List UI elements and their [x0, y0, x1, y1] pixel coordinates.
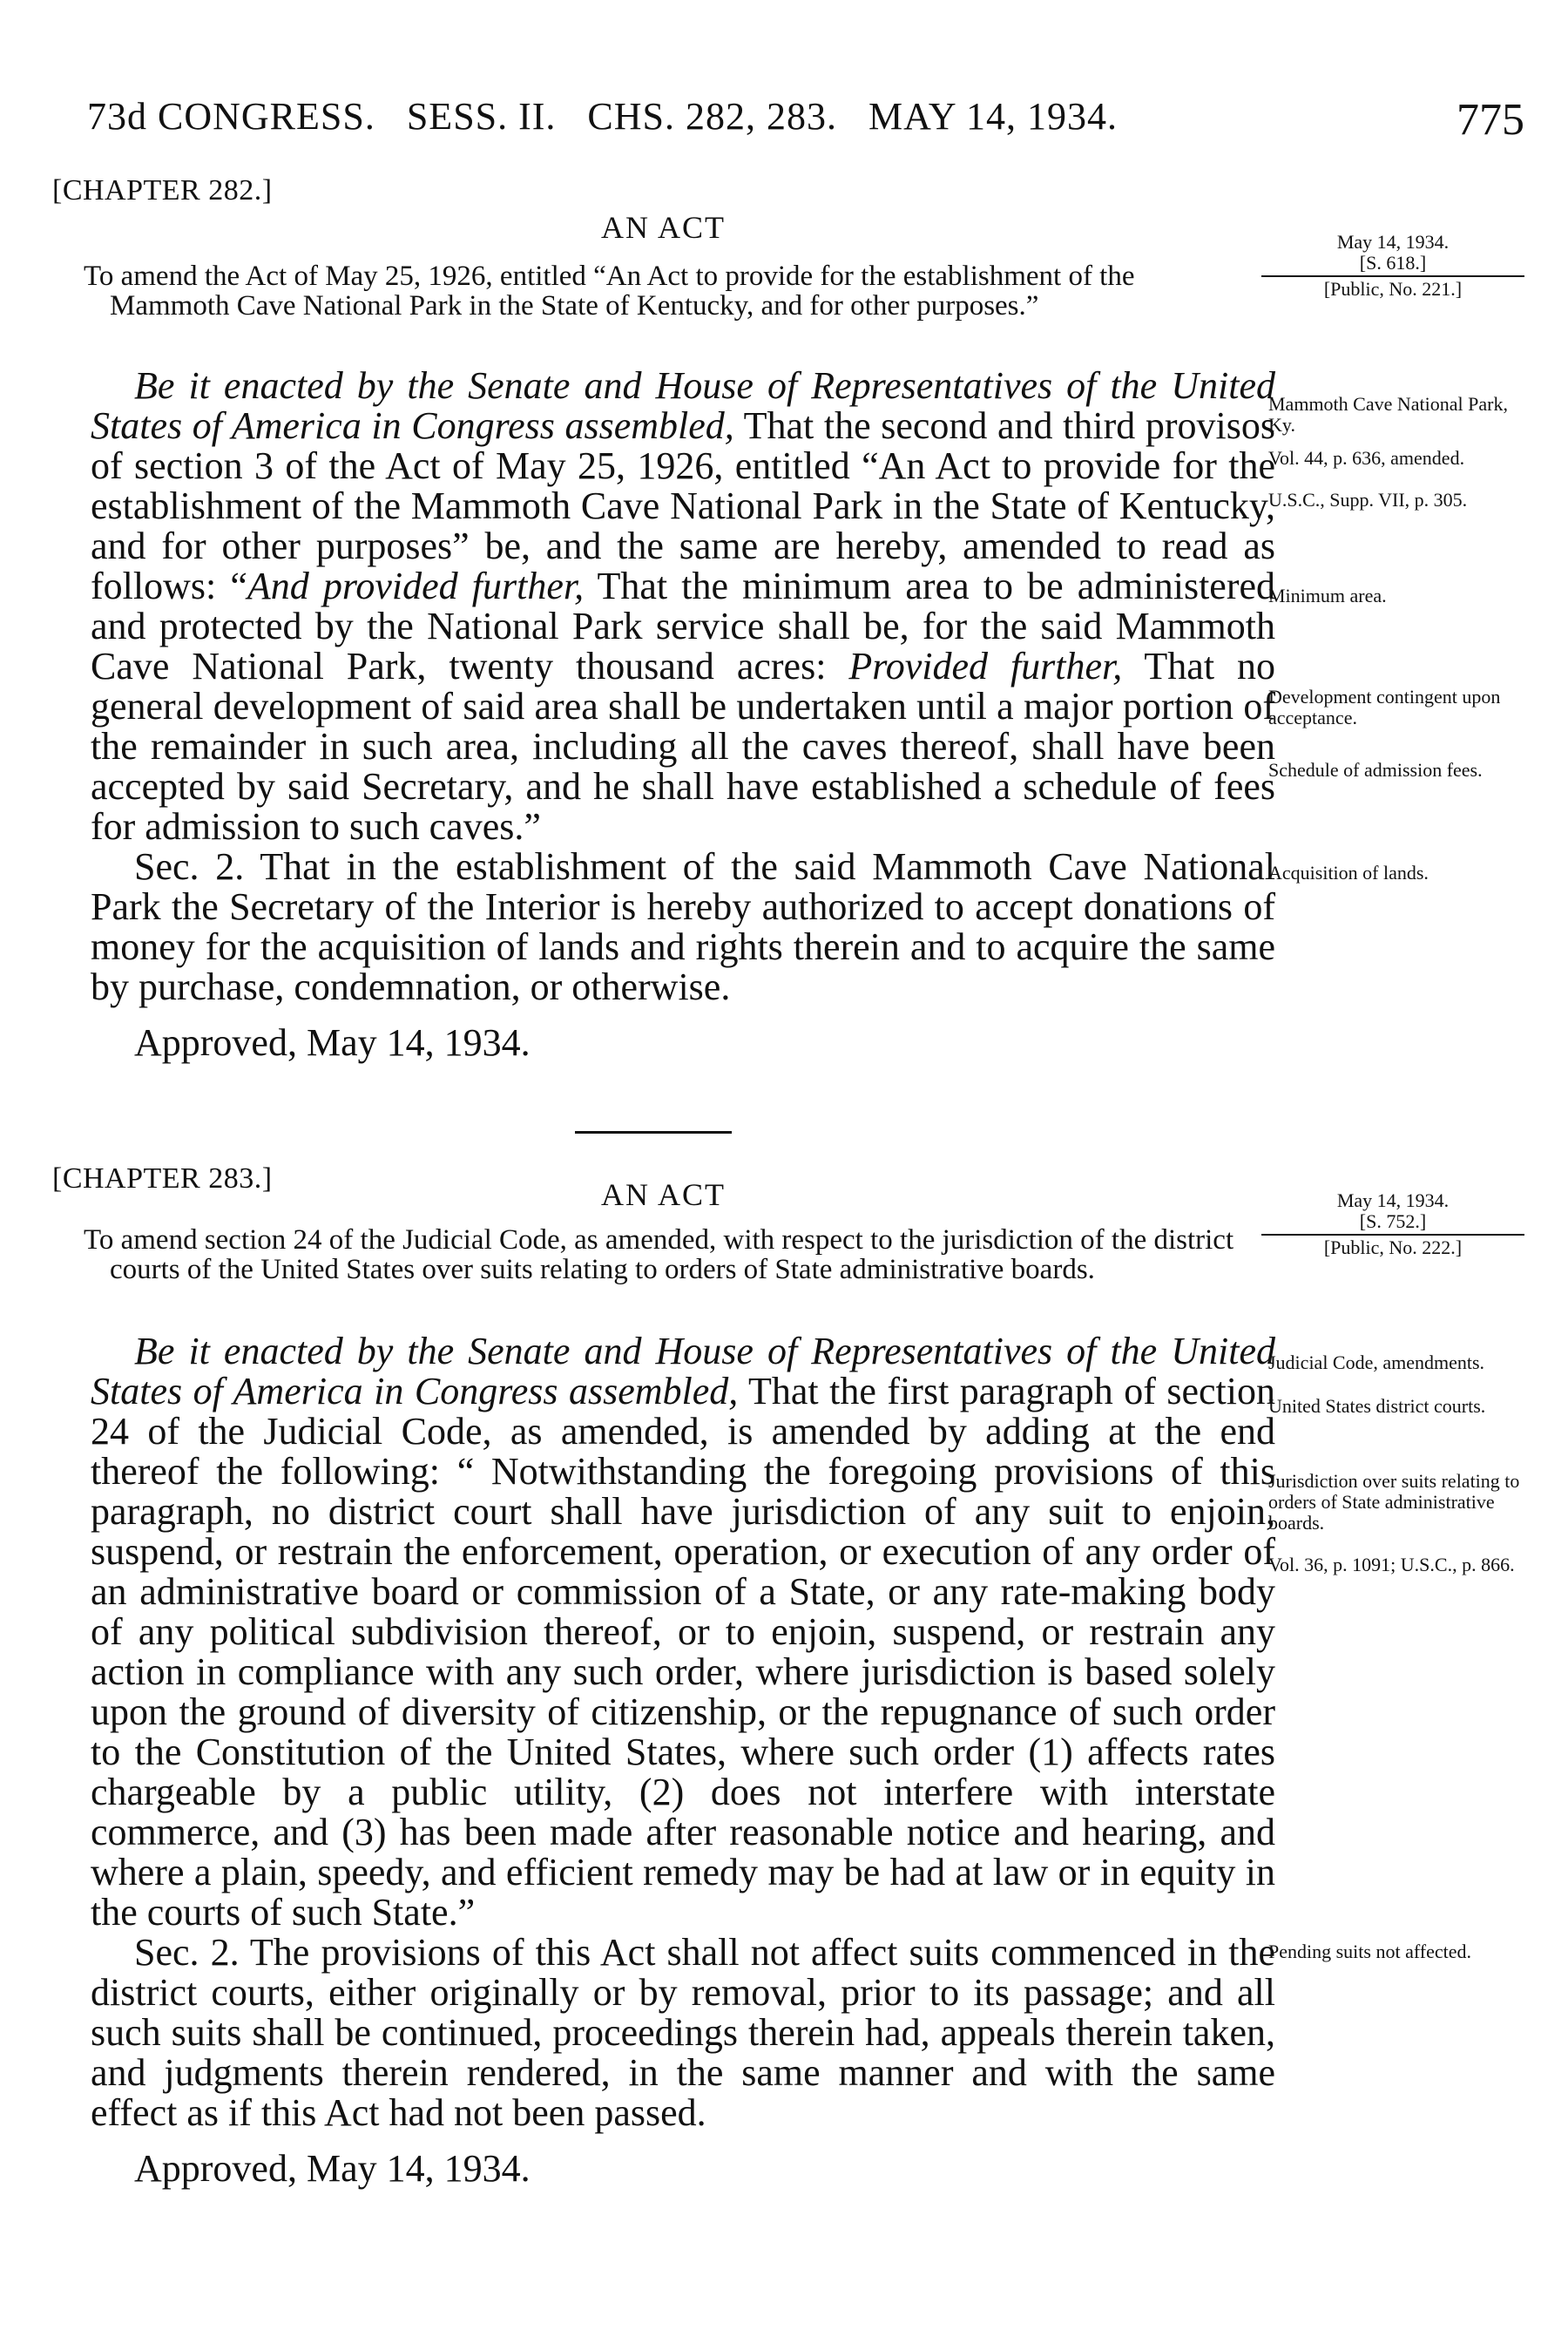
chapter-282-para-1: [91, 366, 1275, 847]
chapter-283-title-text: To amend section 24 of the Judicial Code, as amended, with respect to the jurisdiction of the district courts of the United States over suits relating to orders of State administrative boards.: [84, 1224, 1234, 1285]
chapter-282-side-box: [1261, 232, 1524, 300]
chapter-282-side-date: May 14, 1934.: [1336, 231, 1450, 253]
chapter-282-margin-note-2: Vol. 44, p. 636, amended.: [1268, 447, 1465, 469]
chapter-282-proviso-1: And provided further,: [247, 565, 585, 607]
chapter-282-body: [91, 366, 1275, 1063]
chapter-282-para-1-text-a: That the second and third provisos of section 3 of the Act of May 25, 1926, entitled “An Act to provide for the establishment of the Mammoth Cave National Park in the State of Kentucky, and for other purposes” be, and the same are hereby, amended to read as follows: “: [91, 404, 1275, 607]
chapter-282-proviso-2: Provided further,: [848, 645, 1123, 688]
running-header: [87, 94, 1524, 155]
chapter-282-margin-note-7: Acquisition of lands.: [1268, 862, 1429, 884]
chapter-282-margin-note-6: Schedule of admission fees.: [1268, 759, 1483, 781]
chapter-282-side-public: [Public, No. 221.]: [1323, 278, 1463, 300]
chapter-282-side-bill: [S. 618.]: [1359, 252, 1427, 274]
chapter-283-side-box: [1261, 1190, 1524, 1258]
chapter-283-margin-note-4: Vol. 36, p. 1091; U.S.C., p. 866.: [1268, 1554, 1515, 1575]
chapter-283-act-label: AN ACT: [601, 1177, 727, 1212]
chapter-283-margin-note-3: Jurisdiction over suits relating to orders of State administrative boards.: [1268, 1470, 1520, 1534]
chapter-283-margin-note-5: Pending suits not affected.: [1268, 1941, 1471, 1962]
chapter-282-margin-note-4: Minimum area.: [1268, 585, 1387, 606]
chapter-282-para-1-text-b: That the minimum area to be administered and protected by the National Park service shall be, for the said Mammoth Cave National Park, twenty thousand acres:: [91, 565, 1276, 688]
chapter-282-margin-note-1: Mammoth Cave National Park, Ky.: [1268, 393, 1508, 436]
chapter-282-title: [84, 261, 1251, 321]
chapter-282-margin-note-5: Development contingent upon acceptance.: [1268, 686, 1501, 728]
chapter-282-margin-note-3: U.S.C., Supp. VII, p. 305.: [1268, 489, 1468, 511]
chapter-283-side-date: May 14, 1934.: [1336, 1189, 1450, 1211]
chapter-283-side-bill: [S. 752.]: [1359, 1210, 1427, 1232]
page-number: 775: [1456, 95, 1524, 145]
chapter-282-title-text: To amend the Act of May 25, 1926, entitled “An Act to provide for the establishment of the Mammoth Cave National Park in the State of Kentucky, and for other purposes.”: [84, 261, 1135, 322]
section-divider: [575, 1131, 732, 1134]
chapter-283-title: [84, 1225, 1251, 1284]
chapter-282-para-1-text-c: That no general development of said area shall be undertaken until a major portion of the remainder in such area, including all the caves thereof, shall have been accepted by said Secretary, and he shall have established a schedule of fees for admission to such caves.”: [91, 645, 1275, 848]
chapter-283-para-1-text: That the first paragraph of section 24 of the Judicial Code, as amended, is amended by adding at the end thereof the following: “ Notwithstanding the foregoing provisions of this paragraph, no district court shall have jurisdiction of any suit to enjoin, suspend, or restrain the enforcement, operation, or execution of any order of an administrative board or commission of a State, or any rate-making body of any political subdivision thereof, or to enjoin, suspend, or restrain any action in compliance with any such order, where jurisdiction is based solely upon the ground of diversity of citizenship, or the repugnance of such order to the Constitution of the United States, where such order (1) affects rates chargeable by a public utility, (2) does not interfere with interstate commerce, and (3) has been made after reasonable notice and hearing, and where a plain, speedy, and efficient remedy may be had at law or in equity in the courts of such State.”: [91, 1370, 1275, 1934]
chapter-282-label: [CHAPTER 282.]: [52, 174, 273, 207]
chapter-283-label: [CHAPTER 283.]: [52, 1162, 273, 1195]
chapter-283-approved: Approved, May 14, 1934.: [134, 2147, 531, 2190]
chapter-283-margin-note-2: United States district courts.: [1268, 1395, 1486, 1417]
chapter-282-side-rule: [1261, 275, 1524, 277]
chapter-282-sec-2: Sec. 2. That in the establishment of the said Mammoth Cave National Park the Secretary of the Interior is hereby authorized to accept donations of money for the acquisition of lands and rights therein and to acquire the same by purchase, condemnation, or otherwise.: [91, 845, 1275, 1008]
chapter-282-approved: Approved, May 14, 1934.: [134, 1021, 531, 1064]
chapter-282-enacting-clause: Be it enacted by the Senate and House of Representatives of the United States of America in Congress assembled,: [91, 364, 1275, 447]
chapter-283-sec-2: Sec. 2. The provisions of this Act shall not affect suits commenced in the district courts, either originally or by removal, prior to its passage; and all such suits shall be continued, proceedings therein had, appeals therein taken, and judgments therein rendered, in the same manner and with the same effect as if this Act had not been passed.: [91, 1931, 1275, 2134]
chapter-283-enacting-clause: Be it enacted by the Senate and House of Representatives of the United States of America in Congress assembled,: [91, 1330, 1275, 1412]
chapter-283-para-1: [91, 1331, 1275, 1933]
chapter-283-side-rule: [1261, 1234, 1524, 1236]
running-title: 73d CONGRESS. SESS. II. CHS. 282, 283. MAY 14, 1934.: [87, 95, 1119, 138]
chapter-283-body: [91, 1331, 1275, 2189]
chapter-283-side-public: [Public, No. 222.]: [1323, 1236, 1463, 1258]
chapter-282-act-label: AN ACT: [601, 210, 727, 245]
chapter-283-margin-note-1: Judicial Code, amendments.: [1268, 1351, 1485, 1373]
